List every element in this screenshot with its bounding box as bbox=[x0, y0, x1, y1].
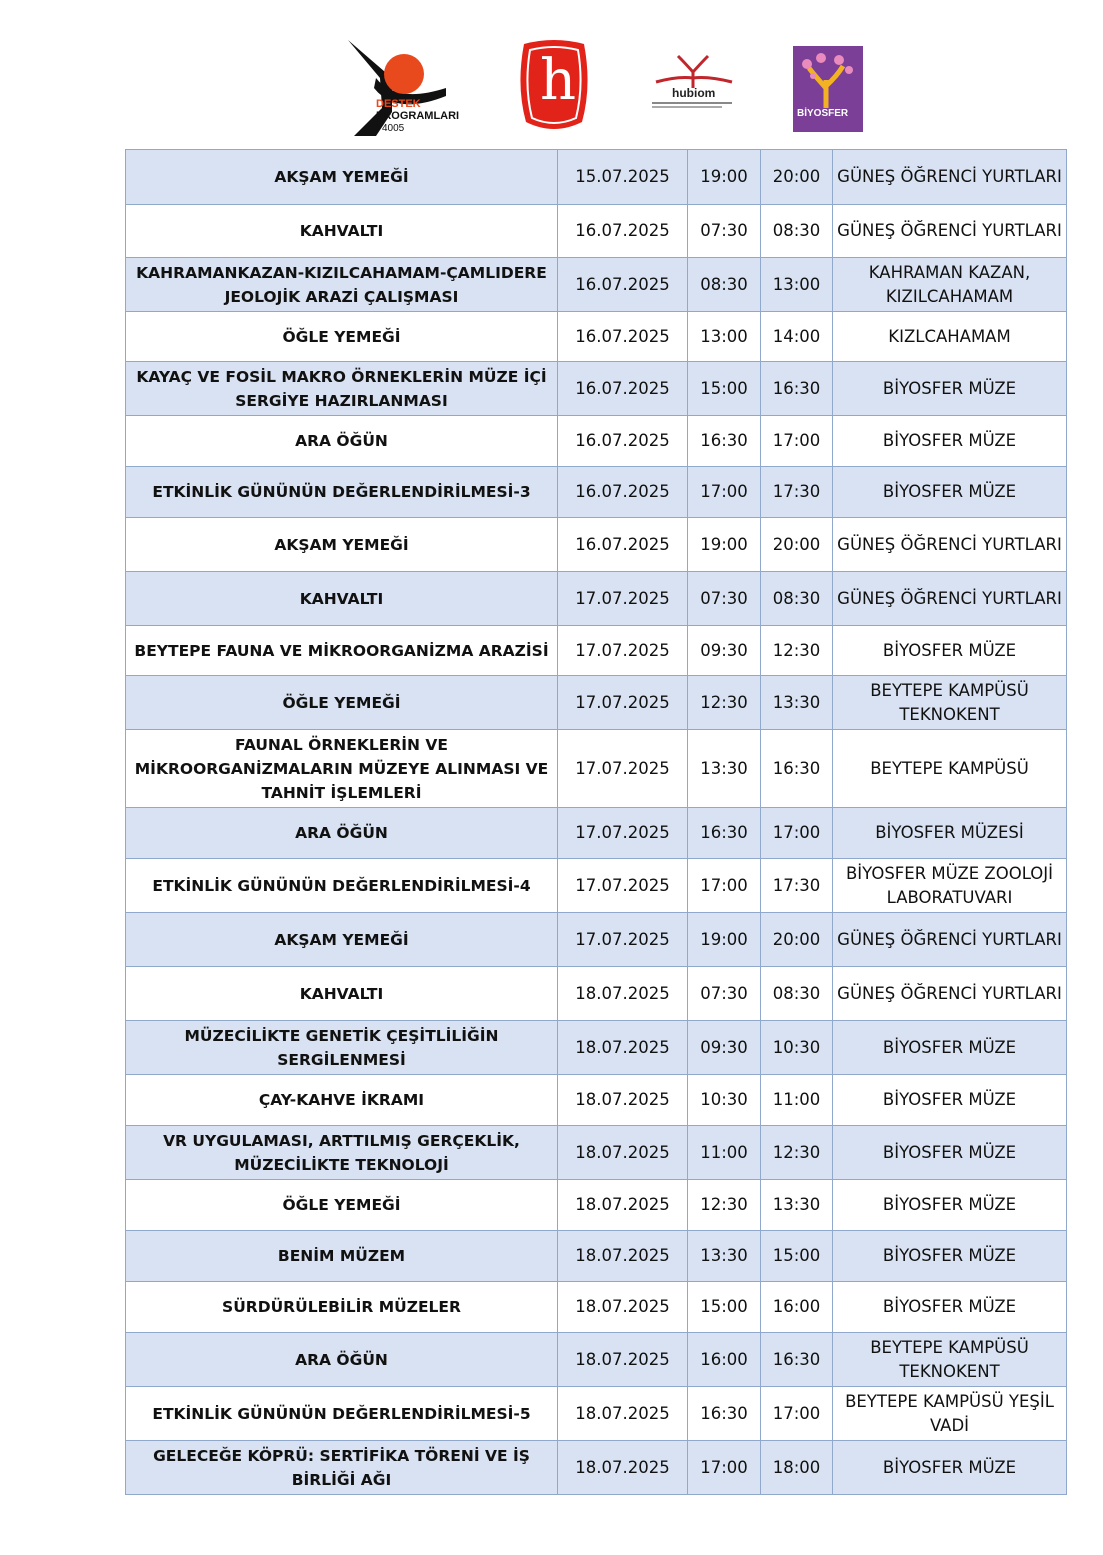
location-cell: BİYOSFER MÜZE bbox=[833, 1021, 1067, 1075]
activity-cell: KAHVALTI bbox=[126, 967, 558, 1021]
date-cell: 17.07.2025 bbox=[558, 808, 688, 859]
end-time-cell: 08:30 bbox=[761, 205, 833, 258]
activity-cell: BENİM MÜZEM bbox=[126, 1231, 558, 1282]
table-row bbox=[126, 626, 1067, 676]
activity-cell: ÖĞLE YEMEĞİ bbox=[126, 312, 558, 362]
hubiom-name: hubiom bbox=[672, 86, 716, 100]
date-cell: 18.07.2025 bbox=[558, 1126, 688, 1180]
end-time-cell: 20:00 bbox=[761, 518, 833, 572]
start-time-cell: 15:00 bbox=[688, 1282, 761, 1333]
table-row bbox=[126, 1075, 1067, 1126]
table-row bbox=[126, 730, 1067, 808]
location-cell: BİYOSFER MÜZE bbox=[833, 467, 1067, 518]
table-row bbox=[126, 362, 1067, 416]
date-cell: 15.07.2025 bbox=[558, 150, 688, 205]
end-time-cell: 13:30 bbox=[761, 1180, 833, 1231]
date-cell: 16.07.2025 bbox=[558, 416, 688, 467]
start-time-cell: 08:30 bbox=[688, 258, 761, 312]
start-time-cell: 15:00 bbox=[688, 362, 761, 416]
activity-cell: KAHVALTI bbox=[126, 572, 558, 626]
table-row bbox=[126, 416, 1067, 467]
date-cell: 16.07.2025 bbox=[558, 258, 688, 312]
destek-emblem-icon bbox=[346, 38, 466, 138]
end-time-cell: 20:00 bbox=[761, 150, 833, 205]
start-time-cell: 12:30 bbox=[688, 1180, 761, 1231]
table-row bbox=[126, 258, 1067, 312]
location-cell: BEYTEPE KAMPÜSÜ bbox=[833, 730, 1067, 808]
location-cell: BİYOSFER MÜZE bbox=[833, 1126, 1067, 1180]
table-row bbox=[126, 967, 1067, 1021]
end-time-cell: 17:30 bbox=[761, 467, 833, 518]
start-time-cell: 19:00 bbox=[688, 913, 761, 967]
location-cell: KAHRAMAN KAZAN, KIZILCAHAMAM bbox=[833, 258, 1067, 312]
location-cell: BİYOSFER MÜZE bbox=[833, 1231, 1067, 1282]
start-time-cell: 13:00 bbox=[688, 312, 761, 362]
start-time-cell: 10:30 bbox=[688, 1075, 761, 1126]
activity-cell: ÖĞLE YEMEĞİ bbox=[126, 1180, 558, 1231]
date-cell: 17.07.2025 bbox=[558, 626, 688, 676]
table-row bbox=[126, 676, 1067, 730]
table-row bbox=[126, 1387, 1067, 1441]
activity-cell: KAHRAMANKAZAN-KIZILCAHAMAM-ÇAMLIDERE JEOLOJİK ARAZİ ÇALIŞMASI bbox=[126, 258, 558, 312]
start-time-cell: 11:00 bbox=[688, 1126, 761, 1180]
date-cell: 18.07.2025 bbox=[558, 1231, 688, 1282]
table-row bbox=[126, 1021, 1067, 1075]
activity-cell: ETKİNLİK GÜNÜNÜN DEĞERLENDİRİLMESİ-4 bbox=[126, 859, 558, 913]
activity-cell: KAHVALTI bbox=[126, 205, 558, 258]
hacettepe-logo bbox=[516, 38, 592, 134]
start-time-cell: 19:00 bbox=[688, 150, 761, 205]
activity-cell: ARA ÖĞÜN bbox=[126, 1333, 558, 1387]
location-cell: GÜNEŞ ÖĞRENCİ YURTLARI bbox=[833, 518, 1067, 572]
table-row bbox=[126, 859, 1067, 913]
end-time-cell: 18:00 bbox=[761, 1441, 833, 1495]
date-cell: 18.07.2025 bbox=[558, 1441, 688, 1495]
end-time-cell: 16:30 bbox=[761, 362, 833, 416]
date-cell: 16.07.2025 bbox=[558, 518, 688, 572]
start-time-cell: 07:30 bbox=[688, 967, 761, 1021]
table-row bbox=[126, 205, 1067, 258]
hubiom-tree-icon bbox=[648, 54, 738, 88]
location-cell: BEYTEPE KAMPÜSÜ YEŞİL VADİ bbox=[833, 1387, 1067, 1441]
activity-cell: SÜRDÜRÜLEBİLİR MÜZELER bbox=[126, 1282, 558, 1333]
location-cell: GÜNEŞ ÖĞRENCİ YURTLARI bbox=[833, 572, 1067, 626]
date-cell: 18.07.2025 bbox=[558, 1387, 688, 1441]
start-time-cell: 16:00 bbox=[688, 1333, 761, 1387]
date-cell: 18.07.2025 bbox=[558, 1180, 688, 1231]
date-cell: 17.07.2025 bbox=[558, 730, 688, 808]
activity-cell: FAUNAL ÖRNEKLERİN VE MİKROORGANİZMALARIN MÜZEYE ALINMASI VE TAHNİT İŞLEMLERİ bbox=[126, 730, 558, 808]
location-cell: GÜNEŞ ÖĞRENCİ YURTLARI bbox=[833, 205, 1067, 258]
end-time-cell: 17:00 bbox=[761, 416, 833, 467]
end-time-cell: 20:00 bbox=[761, 913, 833, 967]
hacettepe-letter: h bbox=[540, 48, 577, 113]
location-cell: BİYOSFER MÜZE bbox=[833, 1075, 1067, 1126]
end-time-cell: 17:00 bbox=[761, 808, 833, 859]
location-cell: BİYOSFER MÜZE bbox=[833, 1441, 1067, 1495]
start-time-cell: 16:30 bbox=[688, 808, 761, 859]
start-time-cell: 13:30 bbox=[688, 730, 761, 808]
end-time-cell: 17:00 bbox=[761, 1387, 833, 1441]
date-cell: 17.07.2025 bbox=[558, 859, 688, 913]
date-cell: 16.07.2025 bbox=[558, 467, 688, 518]
date-cell: 17.07.2025 bbox=[558, 913, 688, 967]
end-time-cell: 16:30 bbox=[761, 1333, 833, 1387]
end-time-cell: 16:30 bbox=[761, 730, 833, 808]
destek-line1: DESTEK bbox=[376, 98, 421, 110]
start-time-cell: 13:30 bbox=[688, 1231, 761, 1282]
start-time-cell: 16:30 bbox=[688, 1387, 761, 1441]
start-time-cell: 16:30 bbox=[688, 416, 761, 467]
date-cell: 17.07.2025 bbox=[558, 572, 688, 626]
start-time-cell: 09:30 bbox=[688, 1021, 761, 1075]
date-cell: 18.07.2025 bbox=[558, 1021, 688, 1075]
start-time-cell: 17:00 bbox=[688, 859, 761, 913]
schedule-body bbox=[126, 150, 1067, 1495]
location-cell: BİYOSFER MÜZE bbox=[833, 416, 1067, 467]
date-cell: 17.07.2025 bbox=[558, 676, 688, 730]
location-cell: GÜNEŞ ÖĞRENCİ YURTLARI bbox=[833, 967, 1067, 1021]
table-row bbox=[126, 1126, 1067, 1180]
end-time-cell: 14:00 bbox=[761, 312, 833, 362]
start-time-cell: 12:30 bbox=[688, 676, 761, 730]
location-cell: GÜNEŞ ÖĞRENCİ YURTLARI bbox=[833, 150, 1067, 205]
date-cell: 18.07.2025 bbox=[558, 1333, 688, 1387]
table-row bbox=[126, 572, 1067, 626]
biyosfer-tree-icon bbox=[793, 46, 863, 132]
location-cell: BEYTEPE KAMPÜSÜ TEKNOKENT bbox=[833, 1333, 1067, 1387]
end-time-cell: 12:30 bbox=[761, 626, 833, 676]
date-cell: 16.07.2025 bbox=[558, 312, 688, 362]
activity-cell: MÜZECİLİKTE GENETİK ÇEŞİTLİLİĞİN SERGİLENMESİ bbox=[126, 1021, 558, 1075]
end-time-cell: 11:00 bbox=[761, 1075, 833, 1126]
end-time-cell: 08:30 bbox=[761, 572, 833, 626]
activity-cell: AKŞAM YEMEĞİ bbox=[126, 913, 558, 967]
start-time-cell: 07:30 bbox=[688, 572, 761, 626]
location-cell: BİYOSFER MÜZESİ bbox=[833, 808, 1067, 859]
location-cell: BİYOSFER MÜZE bbox=[833, 1282, 1067, 1333]
activity-cell: ARA ÖĞÜN bbox=[126, 808, 558, 859]
schedule-table bbox=[125, 149, 1067, 1495]
destek-line3: 4005 bbox=[382, 123, 405, 134]
activity-cell: AKŞAM YEMEĞİ bbox=[126, 150, 558, 205]
activity-cell: VR UYGULAMASI, ARTTILMIŞ GERÇEKLİK, MÜZECİLİKTE TEKNOLOJİ bbox=[126, 1126, 558, 1180]
start-time-cell: 19:00 bbox=[688, 518, 761, 572]
hubiom-logo bbox=[648, 54, 738, 114]
date-cell: 16.07.2025 bbox=[558, 362, 688, 416]
activity-cell: ÖĞLE YEMEĞİ bbox=[126, 676, 558, 730]
location-cell: GÜNEŞ ÖĞRENCİ YURTLARI bbox=[833, 913, 1067, 967]
location-cell: BİYOSFER MÜZE ZOOLOJİ LABORATUVARI bbox=[833, 859, 1067, 913]
table-row bbox=[126, 1231, 1067, 1282]
end-time-cell: 13:30 bbox=[761, 676, 833, 730]
end-time-cell: 12:30 bbox=[761, 1126, 833, 1180]
start-time-cell: 09:30 bbox=[688, 626, 761, 676]
end-time-cell: 15:00 bbox=[761, 1231, 833, 1282]
biyosfer-logo bbox=[793, 46, 863, 132]
location-cell: BİYOSFER MÜZE bbox=[833, 626, 1067, 676]
start-time-cell: 07:30 bbox=[688, 205, 761, 258]
date-cell: 18.07.2025 bbox=[558, 1282, 688, 1333]
table-row bbox=[126, 1441, 1067, 1495]
destek-line2: PROGRAMLARI bbox=[376, 110, 460, 122]
activity-cell: KAYAÇ VE FOSİL MAKRO ÖRNEKLERİN MÜZE İÇİ SERGİYE HAZIRLANMASI bbox=[126, 362, 558, 416]
table-row bbox=[126, 150, 1067, 205]
date-cell: 18.07.2025 bbox=[558, 967, 688, 1021]
table-row bbox=[126, 312, 1067, 362]
end-time-cell: 16:00 bbox=[761, 1282, 833, 1333]
activity-cell: ÇAY-KAHVE İKRAMI bbox=[126, 1075, 558, 1126]
table-row bbox=[126, 1282, 1067, 1333]
table-row bbox=[126, 1333, 1067, 1387]
table-row bbox=[126, 808, 1067, 859]
end-time-cell: 17:30 bbox=[761, 859, 833, 913]
table-row bbox=[126, 1180, 1067, 1231]
activity-cell: GELECEĞE KÖPRÜ: SERTİFİKA TÖRENİ VE İŞ BİRLİĞİ AĞI bbox=[126, 1441, 558, 1495]
end-time-cell: 08:30 bbox=[761, 967, 833, 1021]
end-time-cell: 10:30 bbox=[761, 1021, 833, 1075]
activity-cell: ETKİNLİK GÜNÜNÜN DEĞERLENDİRİLMESİ-3 bbox=[126, 467, 558, 518]
end-time-cell: 13:00 bbox=[761, 258, 833, 312]
table-row bbox=[126, 467, 1067, 518]
biyosfer-name: BİYOSFER bbox=[797, 108, 849, 119]
activity-cell: ETKİNLİK GÜNÜNÜN DEĞERLENDİRİLMESİ-5 bbox=[126, 1387, 558, 1441]
destek-programlari-logo bbox=[346, 38, 466, 138]
table-row bbox=[126, 913, 1067, 967]
date-cell: 18.07.2025 bbox=[558, 1075, 688, 1126]
date-cell: 16.07.2025 bbox=[558, 205, 688, 258]
start-time-cell: 17:00 bbox=[688, 1441, 761, 1495]
location-cell: BİYOSFER MÜZE bbox=[833, 362, 1067, 416]
location-cell: BEYTEPE KAMPÜSÜ TEKNOKENT bbox=[833, 676, 1067, 730]
location-cell: BİYOSFER MÜZE bbox=[833, 1180, 1067, 1231]
location-cell: KIZLCAHAMAM bbox=[833, 312, 1067, 362]
activity-cell: ARA ÖĞÜN bbox=[126, 416, 558, 467]
logo-bar bbox=[0, 36, 1103, 140]
table-row bbox=[126, 518, 1067, 572]
activity-cell: BEYTEPE FAUNA VE MİKROORGANİZMA ARAZİSİ bbox=[126, 626, 558, 676]
activity-cell: AKŞAM YEMEĞİ bbox=[126, 518, 558, 572]
start-time-cell: 17:00 bbox=[688, 467, 761, 518]
